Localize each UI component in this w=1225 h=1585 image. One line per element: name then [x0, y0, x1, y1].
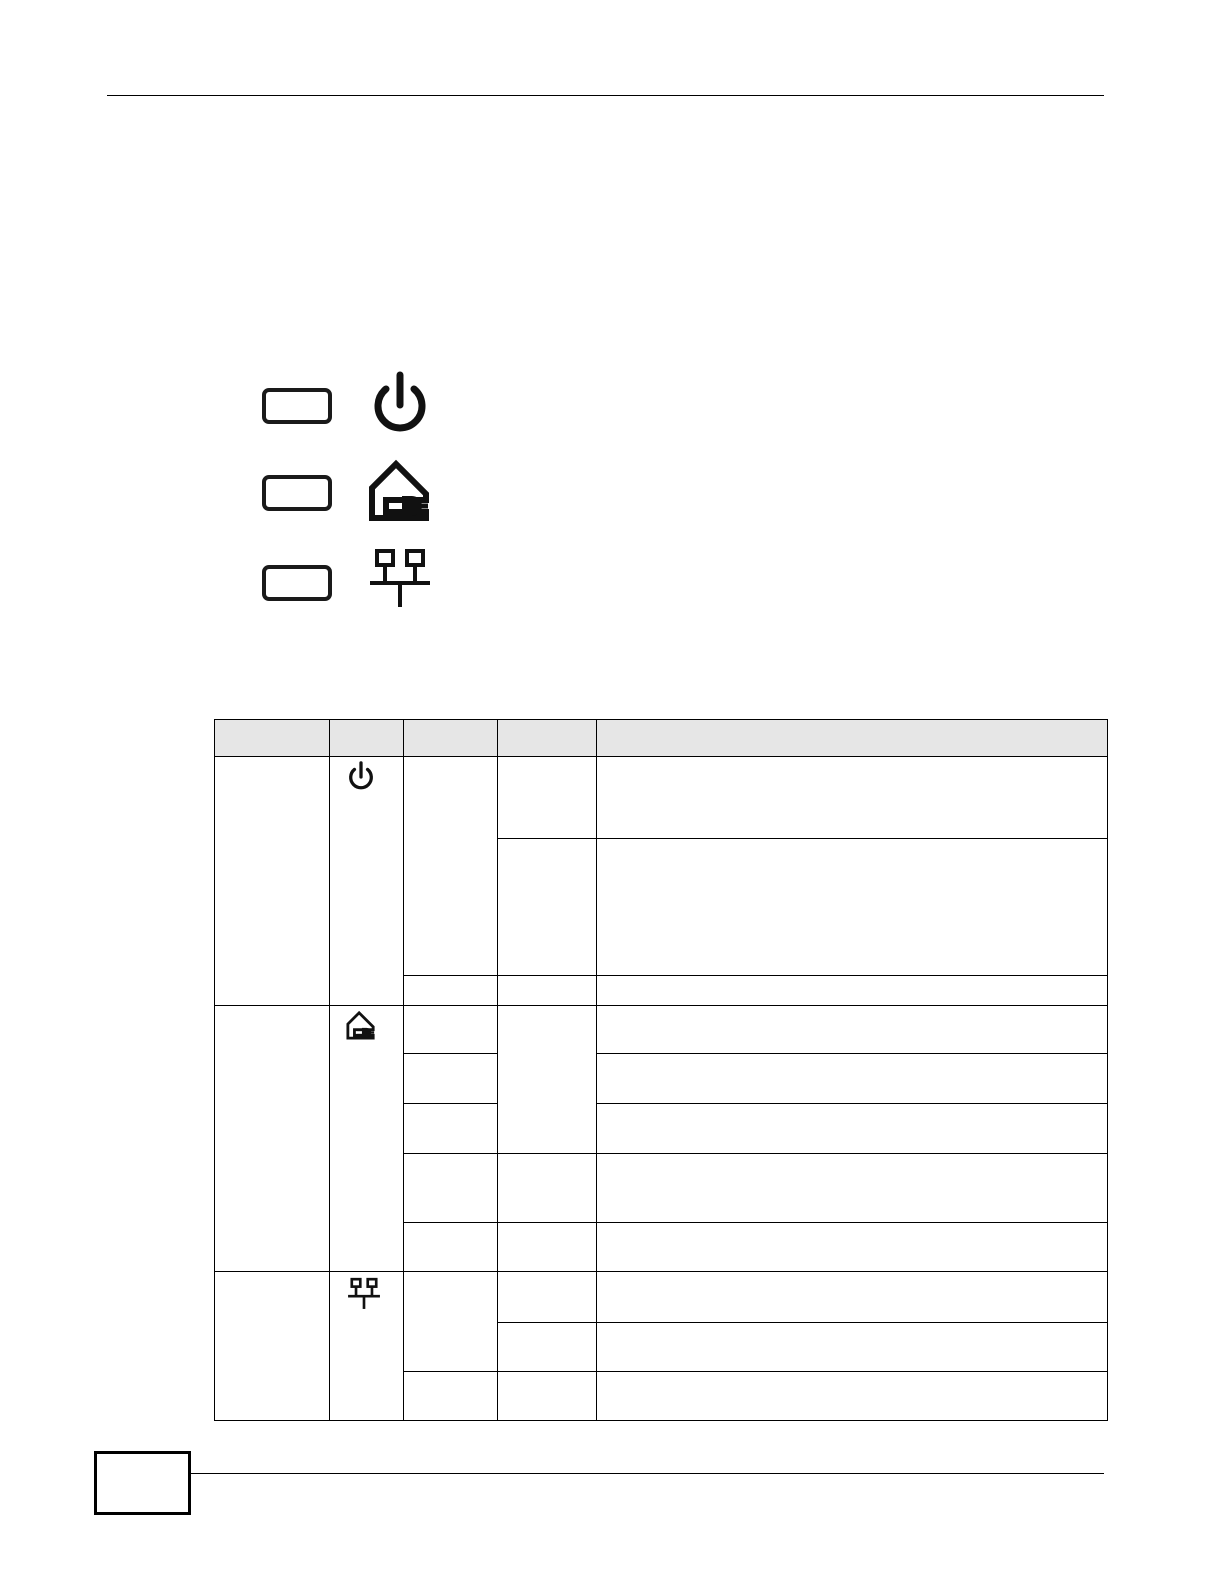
table-header-row: [215, 720, 1108, 757]
description-cell: [597, 1223, 1108, 1272]
color-cell: [404, 975, 498, 1005]
power-icon: [368, 371, 432, 440]
description-cell: [597, 839, 1108, 975]
status-cell: [498, 1371, 597, 1420]
table-row: [215, 1272, 1108, 1322]
description-cell: [597, 1005, 1108, 1053]
led-name-cell: [215, 1005, 330, 1272]
header-cell: [597, 720, 1108, 757]
led-row-ethernet: [262, 545, 442, 615]
description-cell: [597, 975, 1108, 1005]
table-row: [215, 757, 1108, 839]
led-icon-cell: [330, 757, 404, 1006]
status-cell: [498, 1005, 597, 1153]
status-cell: [498, 1154, 597, 1223]
description-cell: [597, 1371, 1108, 1420]
led-light: [262, 565, 332, 601]
description-cell: [597, 1322, 1108, 1371]
description-cell: [597, 1053, 1108, 1103]
power-icon: [344, 761, 378, 791]
ethernet-icon: [368, 545, 432, 614]
ethernet-icon: [344, 1276, 384, 1310]
color-cell: [404, 1154, 498, 1223]
table-row: [215, 1005, 1108, 1053]
color-cell: [404, 757, 498, 976]
color-cell: [404, 1053, 498, 1103]
house-plug-icon: [344, 1010, 378, 1040]
header-cell: [330, 720, 404, 757]
description-cell: [597, 1272, 1108, 1322]
led-name-cell: [215, 1272, 330, 1421]
description-cell: [597, 1104, 1108, 1154]
led-name-cell: [215, 757, 330, 1006]
led-light: [262, 475, 332, 511]
color-cell: [404, 1005, 498, 1053]
color-cell: [404, 1272, 498, 1371]
color-cell: [404, 1371, 498, 1420]
led-icon-cell: [330, 1005, 404, 1272]
led-light: [262, 388, 332, 424]
status-cell: [498, 1322, 597, 1371]
header-rule: [107, 95, 1104, 96]
status-cell: [498, 975, 597, 1005]
header-cell: [404, 720, 498, 757]
status-cell: [498, 839, 597, 975]
led-row-homeplug: [262, 458, 442, 528]
led-table: [214, 719, 1108, 1421]
status-cell: [498, 1272, 597, 1322]
header-cell: [498, 720, 597, 757]
header-cell: [215, 720, 330, 757]
status-cell: [498, 757, 597, 839]
description-cell: [597, 1154, 1108, 1223]
page-number-box: [94, 1451, 191, 1515]
led-icon-cell: [330, 1272, 404, 1421]
led-row-power: [262, 371, 442, 441]
footer-rule: [191, 1473, 1104, 1474]
color-cell: [404, 1104, 498, 1154]
status-cell: [498, 1223, 597, 1272]
description-cell: [597, 757, 1108, 839]
color-cell: [404, 1223, 498, 1272]
house-plug-icon: [368, 458, 432, 527]
